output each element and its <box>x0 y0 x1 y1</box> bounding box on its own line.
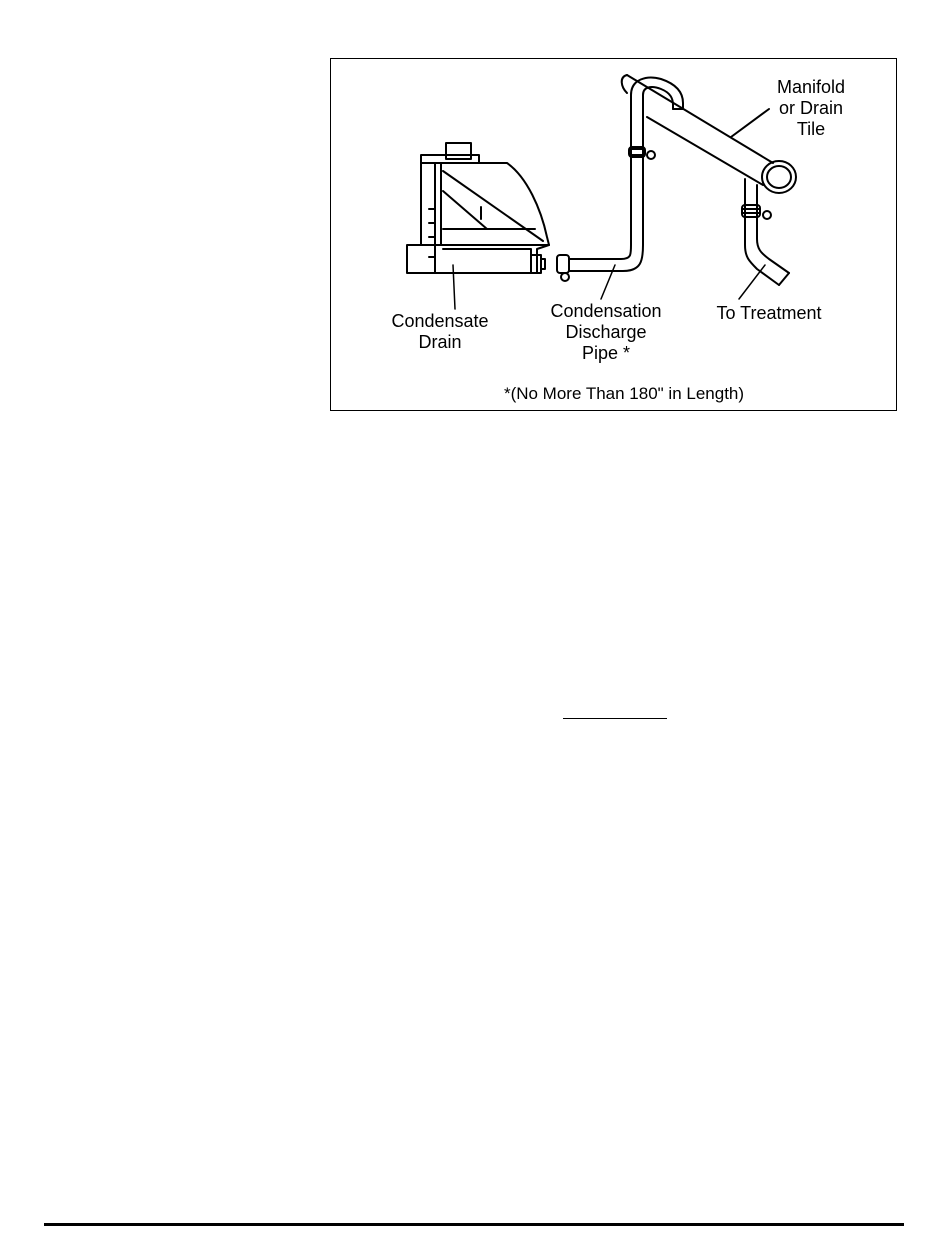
discharge-pipe <box>557 78 683 281</box>
short-rule <box>563 718 667 719</box>
diagram-frame <box>330 58 897 411</box>
footer-rule <box>44 1223 904 1226</box>
manifold-label: Manifold or Drain Tile <box>776 77 846 139</box>
discharge-pipe-label: Condensation Discharge Pipe * <box>550 301 662 363</box>
treatment-pipe <box>742 179 789 285</box>
to-treatment-label: To Treatment <box>716 303 822 323</box>
condensate-drain-label: Condensate Drain <box>391 311 489 352</box>
unit-housing <box>407 143 549 273</box>
length-footnote: *(No More Than 180" in Length) <box>503 384 745 403</box>
